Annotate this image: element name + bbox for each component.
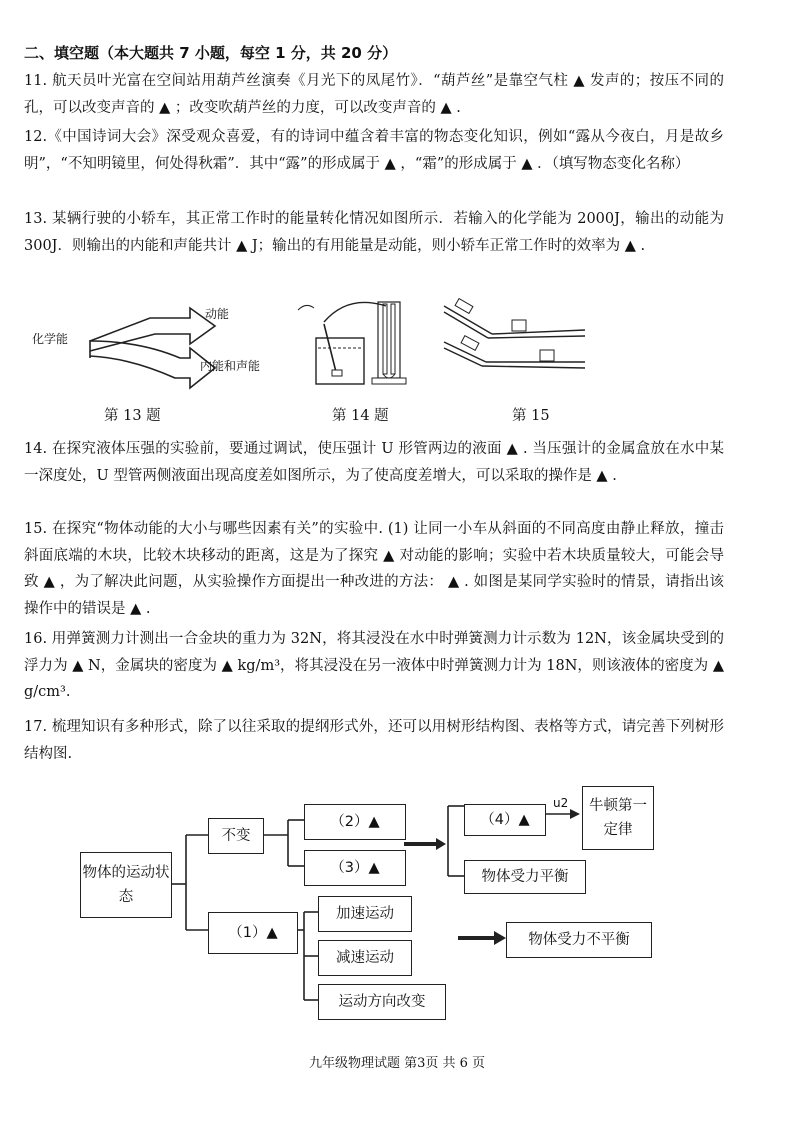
tree-blank-4: （4）▲ — [464, 804, 546, 836]
tree-root: 物体的运动状态 — [80, 852, 172, 918]
question-13: 13. 某辆行驶的小轿车，其正常工作时的能量转化情况如图所示．若输入的化学能为 2000J，输出的动能为 300J．则输出的内能和声能共计 ▲ J；输出的有用能量是动能，则小轿车正常工作时的效率为 ▲ . — [24, 211, 724, 254]
tree-handwritten-note: u2 — [553, 796, 569, 810]
question-14: 14. 在探究液体压强的实验前，要通过调试，使压强计 U 形管两边的液面 ▲ . 当压强计的金属盒放在水中某一深度处，U 型管两侧液面出现高度差如图所示，为了使高度差增大，可以采取的操作是 ▲ . — [24, 441, 724, 484]
tree-blank-3: （3）▲ — [304, 850, 406, 886]
question-12: 12.《中国诗词大会》深受观众喜爱，有的诗词中蕴含着丰富的物态变化知识，例如“露从今夜白，月是故乡明”，“不知明镜里，何处得秋霜”．其中“露”的形成属于 ▲ ，“霜”的形成属于 ▲ ．（填写物态变化名称） — [24, 129, 724, 172]
figure-15-incline-setup — [440, 294, 590, 394]
question-11: 11. 航天员叶光富在空间站用葫芦丝演奏《月光下的凤尾竹》．“葫芦丝”是靠空气柱 ▲ 发声的；按压不同的孔，可以改变声音的 ▲ ；改变吹葫芦丝的力度，可以改变声音的 ▲ . — [24, 73, 724, 116]
fig14-caption: 第 14 题 — [332, 408, 389, 424]
tree-decelerating: 减速运动 — [318, 940, 412, 976]
fig13-output-kinetic-label: 动能 — [205, 307, 230, 321]
question-17: 17. 梳理知识有多种形式，除了以往采取的提纲形式外，还可以用树形结构图、表格等方式，请完善下列树形结构图. — [24, 719, 724, 762]
tree-blank-1: （1）▲ — [208, 912, 298, 954]
fig13-caption: 第 13 题 — [104, 408, 161, 424]
question-15: 15. 在探究“物体动能的大小与哪些因素有关”的实验中. (1) 让同一小车从斜面的不同高度由静止释放，撞击斜面底端的木块，比较木块移动的距离，这是为了探究 ▲ 对动能的影响；实验中若木块质量较大，可能会导致 ▲ ，为了解决此问题，从实验操作方面提出一种改进的方法： ▲ . 如图是某同学实验时的情景，请指出该操作中的错误是 ▲ . — [24, 521, 724, 617]
fig13-input-label: 化学能 — [32, 332, 69, 346]
tree-unbalanced-force: 物体受力不平衡 — [506, 922, 652, 958]
tree-balanced-force: 物体受力平衡 — [464, 860, 586, 894]
tree-direction-change: 运动方向改变 — [318, 984, 446, 1020]
tree-blank-2: （2）▲ — [304, 804, 406, 840]
tree-newton-first-law: 牛顿第一定律 — [582, 786, 654, 850]
fig15-caption: 第 15 — [512, 408, 550, 424]
figure-14-pressure-gauge — [288, 292, 418, 392]
tree-accelerating: 加速运动 — [318, 896, 412, 932]
question-16: 16. 用弹簧测力计测出一合金块的重力为 32N，将其浸没在水中时弹簧测力计示数为 12N，该金属块受到的浮力为 ▲ N，金属块的密度为 ▲ kg/m³，将其浸没在另一液体中时弹簧测力计为 18N，则该液体的密度为 ▲ g/cm³. — [24, 631, 724, 700]
page-footer: 九年级物理试题 第3页 共 6 页 — [308, 1056, 486, 1071]
fig13-output-heat-sound-label: 内能和声能 — [200, 359, 261, 373]
tree-unchanged: 不变 — [208, 818, 264, 854]
section-title: 二、填空题（本大题共 7 小题，每空 1 分，共 20 分） — [24, 44, 398, 62]
